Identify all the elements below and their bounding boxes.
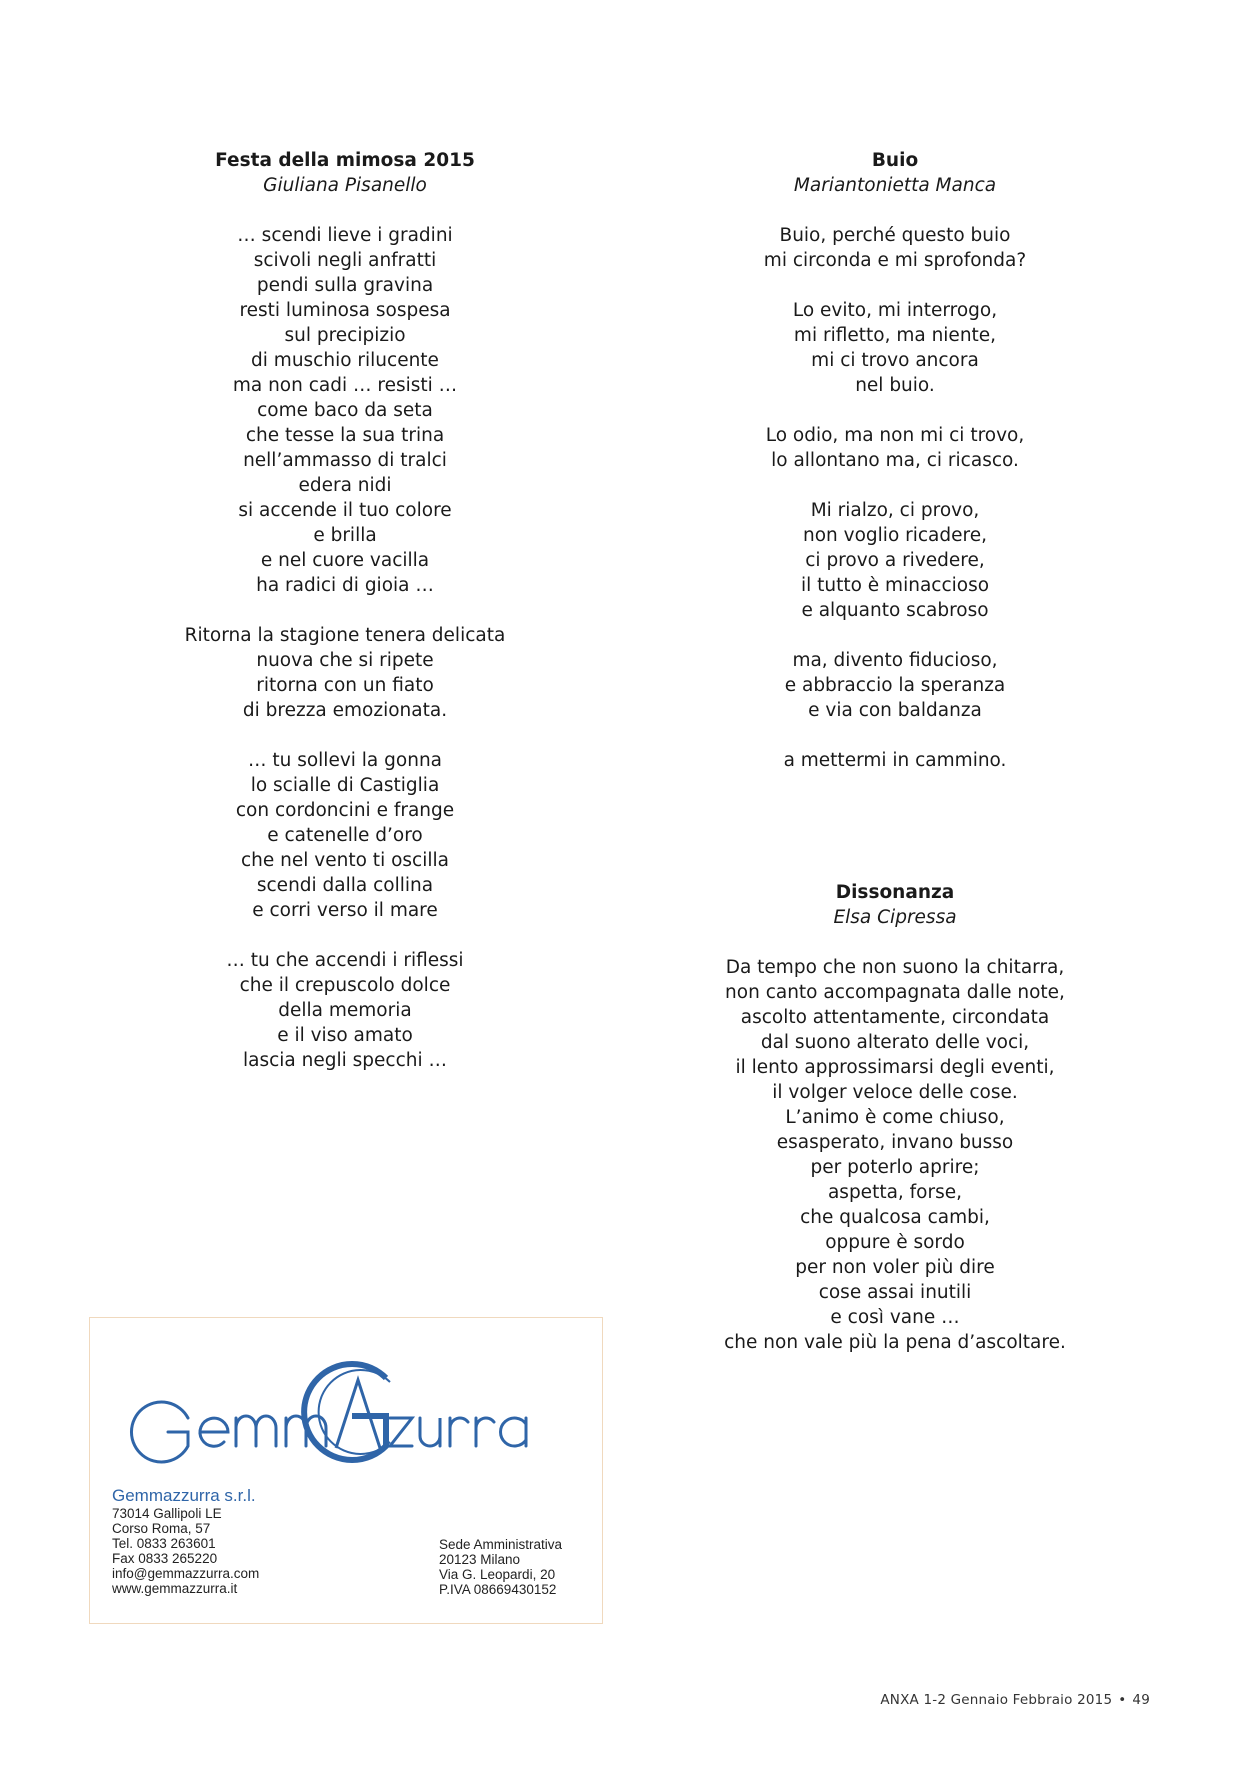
poem-line: lo allontano ma, ci ricasco.: [771, 450, 1019, 471]
poem-line: mi rifletto, ma niente,: [793, 325, 997, 346]
poem-line: esasperato, invano busso: [776, 1132, 1014, 1153]
poem-line: sul precipizio: [284, 325, 406, 346]
vat-line: P.IVA 08669430152: [439, 1582, 557, 1597]
stanza: [145, 223, 545, 598]
poem-line: ma, divento fiducioso,: [792, 650, 998, 671]
poem-line: Lo odio, ma non mi ci trovo,: [765, 425, 1025, 446]
poem-line: il lento approssimarsi degli eventi,: [735, 1057, 1055, 1078]
poem-line: scivoli negli anfratti: [253, 250, 437, 271]
poem-line: nel buio.: [855, 375, 935, 396]
poem-line: oppure è sordo: [825, 1232, 965, 1253]
poem-line: si accende il tuo colore: [238, 500, 452, 521]
poem-festa-della-mimosa: [145, 148, 545, 1073]
poem-line: di brezza emozionata.: [242, 700, 448, 721]
email-line: info@gemmazzurra.com: [112, 1566, 260, 1581]
poem-title: Dissonanza: [835, 882, 955, 903]
poem-dissonanza: [695, 880, 1095, 1355]
stanza: [695, 498, 1095, 623]
stanza: [695, 648, 1095, 723]
poem-line: e brilla: [313, 525, 377, 546]
poem-line: e il viso amato: [277, 1025, 413, 1046]
company-contact: [112, 1486, 259, 1596]
poem-line: per poterlo aprire;: [810, 1157, 980, 1178]
poem-line: e nel cuore vacilla: [260, 550, 430, 571]
poem-line: L’animo è come chiuso,: [785, 1107, 1005, 1128]
poem-line: dal suono alterato delle voci,: [760, 1032, 1030, 1053]
poem-line: come baco da seta: [257, 400, 433, 421]
poem-title: Festa della mimosa 2015: [215, 150, 475, 171]
poem-line: che il crepuscolo dolce: [239, 975, 451, 996]
stanza: [145, 948, 545, 1073]
poem-line: non canto accompagnata dalle note,: [725, 982, 1065, 1003]
poem-line: che qualcosa cambi,: [800, 1207, 990, 1228]
poem-line: nuova che si ripete: [256, 650, 434, 671]
stanza: [695, 423, 1095, 473]
stanza: [145, 623, 545, 723]
poem-line: e via con baldanza: [808, 700, 982, 721]
fax-line: Fax 0833 265220: [112, 1551, 218, 1566]
poem-line: non voglio ricadere,: [803, 525, 987, 546]
stanza: [145, 748, 545, 923]
address-line: Corso Roma, 57: [112, 1521, 211, 1536]
poem-line: Buio, perché questo buio: [779, 225, 1011, 246]
poem-line: e corri verso il mare: [252, 900, 438, 921]
poem-line: … tu che accendi i riflessi: [226, 950, 464, 971]
poem-line: Lo evito, mi interrogo,: [792, 300, 998, 321]
poem-line: ritorna con un fiato: [256, 675, 434, 696]
stanza: [695, 223, 1095, 273]
poem-author: Elsa Cipressa: [833, 907, 957, 928]
admin-line: Sede Amministrativa: [439, 1537, 563, 1552]
poem-line: mi circonda e mi sprofonda?: [763, 250, 1027, 271]
poem-line: pendi sulla gravina: [256, 275, 434, 296]
poem-line: cose assai inutili: [818, 1282, 972, 1303]
poem-line: a mettermi in cammino.: [783, 750, 1007, 771]
poem-line: per non voler più dire: [795, 1257, 995, 1278]
poem-buio: [695, 148, 1095, 773]
poem-line: che non vale più la pena d’ascoltare.: [724, 1332, 1066, 1353]
poem-line: scendi dalla collina: [256, 875, 434, 896]
poem-line: di muschio rilucente: [251, 350, 439, 371]
stanza: [695, 955, 1095, 1355]
address-line: 73014 Gallipoli LE: [112, 1506, 222, 1521]
website-line: www.gemmazzurra.it: [112, 1581, 238, 1596]
poem-line: nell’ammasso di tralci: [243, 450, 447, 471]
admin-office: [439, 1537, 562, 1597]
poem-line: e abbraccio la speranza: [784, 675, 1006, 696]
admin-line: 20123 Milano: [439, 1552, 521, 1567]
poem-line: ascolto attentamente, circondata: [740, 1007, 1050, 1028]
company-name: Gemmazzurra s.r.l.: [112, 1486, 256, 1505]
poem-line: che tesse la sua trina: [245, 425, 445, 446]
poem-line: il tutto è minaccioso: [800, 575, 990, 596]
page-footer: [880, 1692, 1150, 1708]
publication-info: ANXA 1-2 Gennaio Febbraio 2015: [880, 1692, 1113, 1708]
poem-line: resti luminosa sospesa: [239, 300, 451, 321]
poem-line: lo scialle di Castiglia: [250, 775, 440, 796]
gemmazzurra-logo: [90, 1318, 602, 1488]
poem-line: lascia negli specchi …: [242, 1050, 447, 1071]
poem-line: … tu sollevi la gonna: [247, 750, 443, 771]
poem-line: ha radici di gioia …: [256, 575, 434, 596]
poem-line: e così vane …: [830, 1307, 960, 1328]
advertisement-box: [89, 1317, 603, 1624]
poem-line: della memoria: [278, 1000, 412, 1021]
poem-line: Da tempo che non suono la chitarra,: [725, 957, 1065, 978]
poem-line: con cordoncini e frange: [235, 800, 455, 821]
poem-line: ma non cadi … resisti …: [232, 375, 458, 396]
poem-line: aspetta, forse,: [827, 1182, 963, 1203]
poem-line: e alquanto scabroso: [801, 600, 989, 621]
poem-author: Giuliana Pisanello: [263, 175, 427, 196]
poem-line: edera nidi: [298, 475, 392, 496]
page-number: 49: [1132, 1692, 1150, 1708]
poem-line: ci provo a rivedere,: [805, 550, 985, 571]
poem-title: Buio: [871, 150, 919, 171]
stanza: [695, 748, 1095, 773]
poem-line: che nel vento ti oscilla: [241, 850, 449, 871]
poem-line: il volger veloce delle cose.: [772, 1082, 1018, 1103]
stanza: [695, 298, 1095, 398]
poem-line: mi ci trovo ancora: [811, 350, 979, 371]
admin-line: Via G. Leopardi, 20: [439, 1567, 556, 1582]
poem-line: Ritorna la stagione tenera delicata: [184, 625, 506, 646]
phone-line: Tel. 0833 263601: [112, 1536, 216, 1551]
poem-line: e catenelle d’oro: [267, 825, 423, 846]
poem-line: … scendi lieve i gradini: [237, 225, 453, 246]
bullet-separator: •: [1118, 1692, 1127, 1708]
poem-line: Mi rialzo, ci provo,: [810, 500, 980, 521]
poem-author: Mariantonietta Manca: [793, 175, 997, 196]
